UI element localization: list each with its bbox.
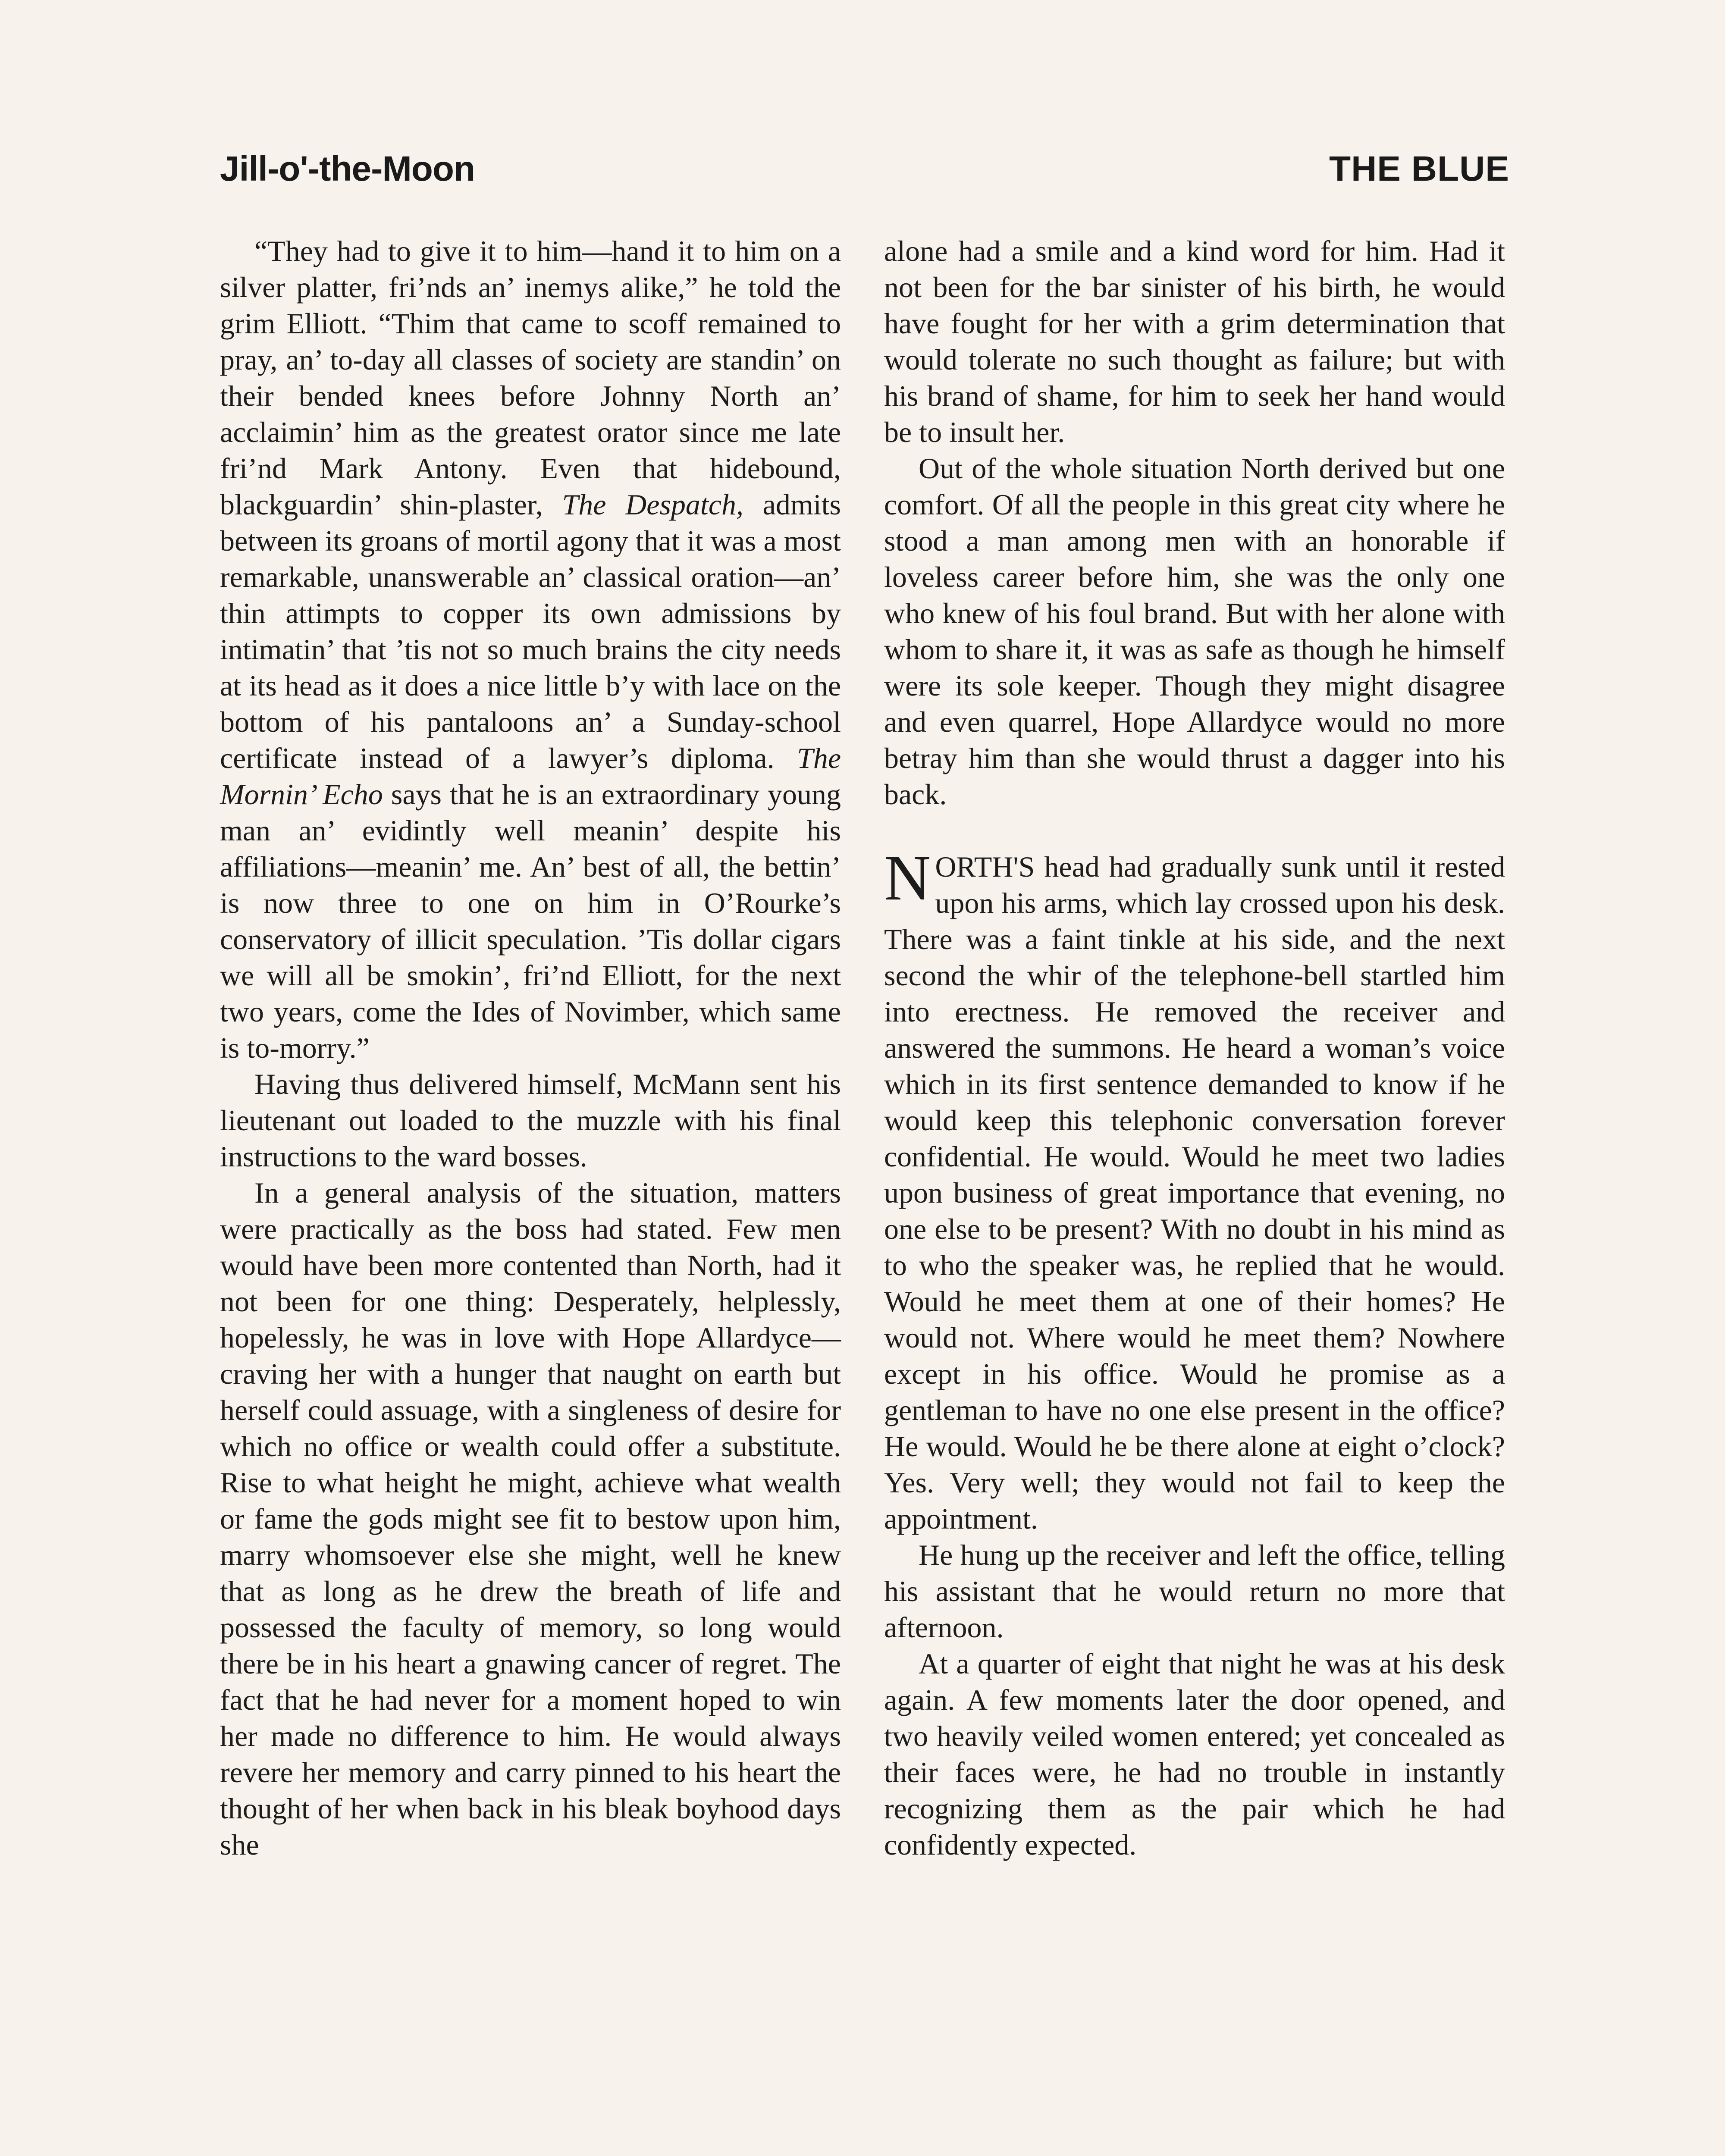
paragraph: In a general analysis of the situation, matters were practically as the boss had stated. Few men would have been more contented than North, had it not been for one thing: Desperately, helplessly, hopelessly, he was in love with Hope Allardyce—craving her with a hunger that naught on earth but herself could assuage, with a singleness of desire for which no office or wealth could offer a substitute. Rise to what height he might, achieve what wealth or fame the gods might see fit to bestow upon him, marry whomsoever else she might, well he knew that as long as he drew the breath of life and possessed the faculty of memory, so long would there be in his heart a gnawing cancer of regret. The fact that he had never for a moment hoped to win her made no difference to him. He would always revere her memory and carry pinned to his heart the thought of her when back in his bleak boyhood days she (220, 1176, 841, 1861)
paragraph: At a quarter of eight that night he was at his desk again. A few moments later the door opened, and two heavily veiled women entered; yet concealed as their faces were, he had no trouble in instantly recognizing them as the pair which he had confidently expected. (884, 1647, 1505, 1861)
paragraph: He hung up the receiver and left the office, telling his assistant that he would return no more that afternoon. (884, 1539, 1505, 1644)
paragraph-text: says that he is an extraordinary young man an’ evidintly well meanin’ despite his affiliations—meanin’ me. An’ best of all, the bettin’ is now three to one on him in O’Rourke’s conservatory of illicit speculation. ’Tis dollar cigars we will all be smokin’, fri’nd Elliott, for the next two years, come the Ides of Novimber, which same is to-morry.” (220, 778, 841, 1064)
lead-in-word: ORTH'S (935, 850, 1035, 883)
story-title: Jill-o'-the-Moon (220, 149, 475, 188)
paragraph: Out of the whole situation North derived but one comfort. Of all the people in this great city where he stood a man among men with an honorable if loveless career before him, she was the only one who knew of his foul brand. But with her alone with whom to share it, it was as safe as though he himself were its sole keeper. Though they might disagree and even quarrel, Hope Allardyce would no more betray him than she would thrust a dagger into his back. (884, 452, 1505, 811)
newspaper-title: The Despatch, (562, 488, 743, 521)
paragraph (220, 233, 841, 1066)
newspaper-title: The Mornin’ Echo (220, 742, 841, 811)
right-column (884, 233, 1505, 1863)
paragraph: alone had a smile and a kind word for him. Had it not been for the bar sinister of his birth, he would have fought for her with a grim determination that would tolerate no such thought as failure; but with his brand of shame, for him to seek her hand would be to insult her. (884, 235, 1505, 448)
paragraph-text: admits between its groans of mortil agony that it was a most remarkable, unanswerable an’ classical oration—an’ thin attimpts to copper its own admissions by intimatin’ that ’tis not so much brains the city needs at its head as it does a nice little b’y with lace on the bottom of his pantaloons an’ a Sunday-school certificate instead of a lawyer’s diploma. (220, 488, 841, 774)
left-column (220, 233, 841, 1863)
paragraph: Having thus delivered himself, McMann sent his lieutenant out loaded to the muzzle with his final instructions to the ward bosses. (220, 1068, 841, 1173)
section-opening-paragraph (884, 842, 1505, 1537)
drop-cap: N (884, 842, 931, 914)
running-header (220, 149, 1509, 196)
paragraph-text: “They had to give it to him—hand it to him on a silver platter, fri’nds an’ inemys alike,” he told the grim Elliott. “Thim that came to scoff remained to pray, an’ to-day all classes of society are standin’ on their bended knees before Johnny North an’ acclaimin’ him as the greatest orator since me late fri’nd Mark Antony. Even that hidebound, blackguardin’ shin-plaster, (220, 235, 841, 521)
magazine-title: THE BLUE (1329, 149, 1509, 188)
paragraph-text: head had gradually sunk until it rested upon his arms, which lay crossed upon his desk. There was a faint tinkle at his side, and the next second the whir of the telephone-bell startled him into erectness. He removed the receiver and answered the summons. He heard a woman’s voice which in its first sentence demanded to know if he would keep this telephonic conversation forever confidential. He would. Would he meet two ladies upon business of great importance that evening, no one else to be present? With no doubt in his mind as to who the speaker was, he replied that he would. Would he meet them at one of their homes? He would not. Where would he meet them? Nowhere except in his office. Would he promise as a gentleman to have no one else present in the office? He would. Would he be there alone at eight o’clock? Yes. Very well; they would not fail to keep the appointment. (884, 850, 1505, 1535)
